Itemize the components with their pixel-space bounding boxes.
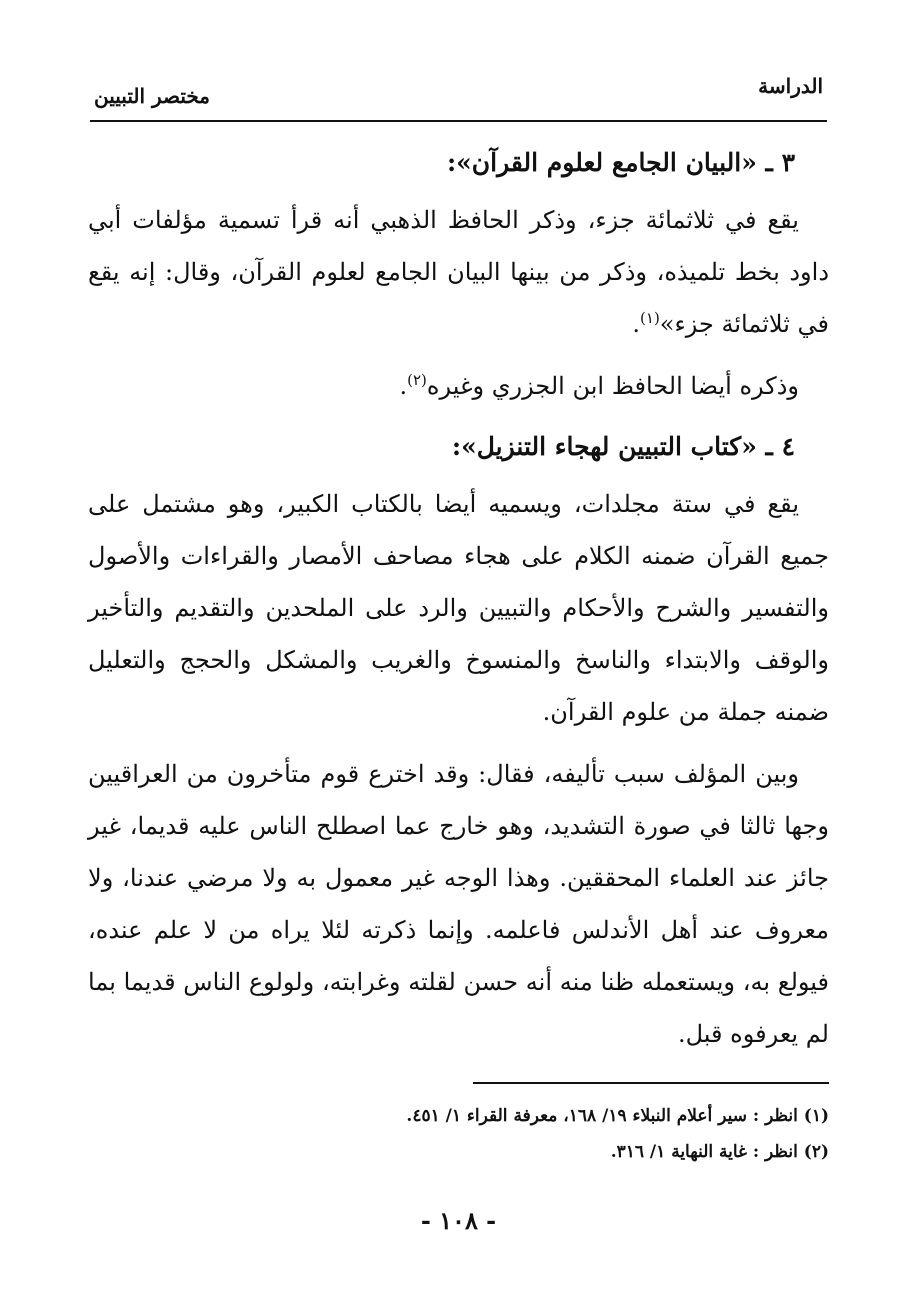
footnote-1: (١) انظر : سير أعلام النبلاء ١٩/ ١٦٨، معرفة القراء ١/ ٤٥١. [406, 1106, 829, 1126]
paragraph-2-end: . [399, 372, 408, 400]
section-heading-4: ٤ ـ «كتاب التبيين لهجاء التنزيل»: [451, 432, 795, 461]
paragraph-2-text: وذكره أيضا الحافظ ابن الجزري وغيره [426, 372, 799, 400]
chapter-title: الدراسة [758, 74, 823, 98]
footnote-2: (٢) انظر : غاية النهاية ١/ ٣١٦. [610, 1142, 829, 1162]
running-header [90, 70, 827, 122]
footnote-ref-1: (١) [640, 309, 660, 327]
book-title: مختصر التبيين [94, 84, 211, 108]
paragraph-2 [88, 360, 829, 412]
section-heading-3: ٣ ـ «البيان الجامع لعلوم القرآن»: [446, 148, 795, 177]
paragraph-1 [88, 194, 829, 350]
footnote-ref-2: (٢) [407, 371, 427, 389]
footnotes [88, 1098, 829, 1170]
footnote-divider [473, 1082, 829, 1084]
paragraph-1-end: . [632, 310, 641, 338]
page-number: - ١٠٨ - [420, 1206, 497, 1235]
paragraph-4: وبين المؤلف سبب تأليفه، فقال: وقد اخترع قوم متأخرون من العراقيين وجها ثالثا في صورة التشديد، وهو خارج عما اصطلح الناس عليه قديما، غير جائز عند العلماء المحققين. وهذا الوجه غير معمول به ولا مرضي عندنا، ولا معروف عند أهل الأندلس فاعلمه. وإنما ذكرته لئلا يراه من لا علم عنده، فيولع به، ويستعمله ظنا منه أنه حسن لقلته وغرابته، ولولوع الناس قديما بما لم يعرفوه قبل. [88, 760, 829, 1048]
paragraph-1-text: يقع في ثلاثمائة جزء، وذكر الحافظ الذهبي أنه قرأ تسمية مؤلفات أبي داود بخط تلميذه، وذكر من بينها البيان الجامع لعلوم القرآن، وقال: إنه يقع في ثلاثمائة جزء» [88, 206, 829, 338]
page-body [88, 138, 829, 1070]
paragraph-3: يقع في ستة مجلدات، ويسميه أيضا بالكتاب الكبير، وهو مشتمل على جميع القرآن ضمنه الكلام على هجاء مصاحف الأمصار والقراءات والأصول والتفسير والشرح والأحكام والتبيين والرد على الملحدين والتقديم والتأخير والوقف والابتداء والناسخ والمنسوخ والغريب والمشكل والحجج والتعليل ضمنه جملة من علوم القرآن. [88, 490, 829, 726]
